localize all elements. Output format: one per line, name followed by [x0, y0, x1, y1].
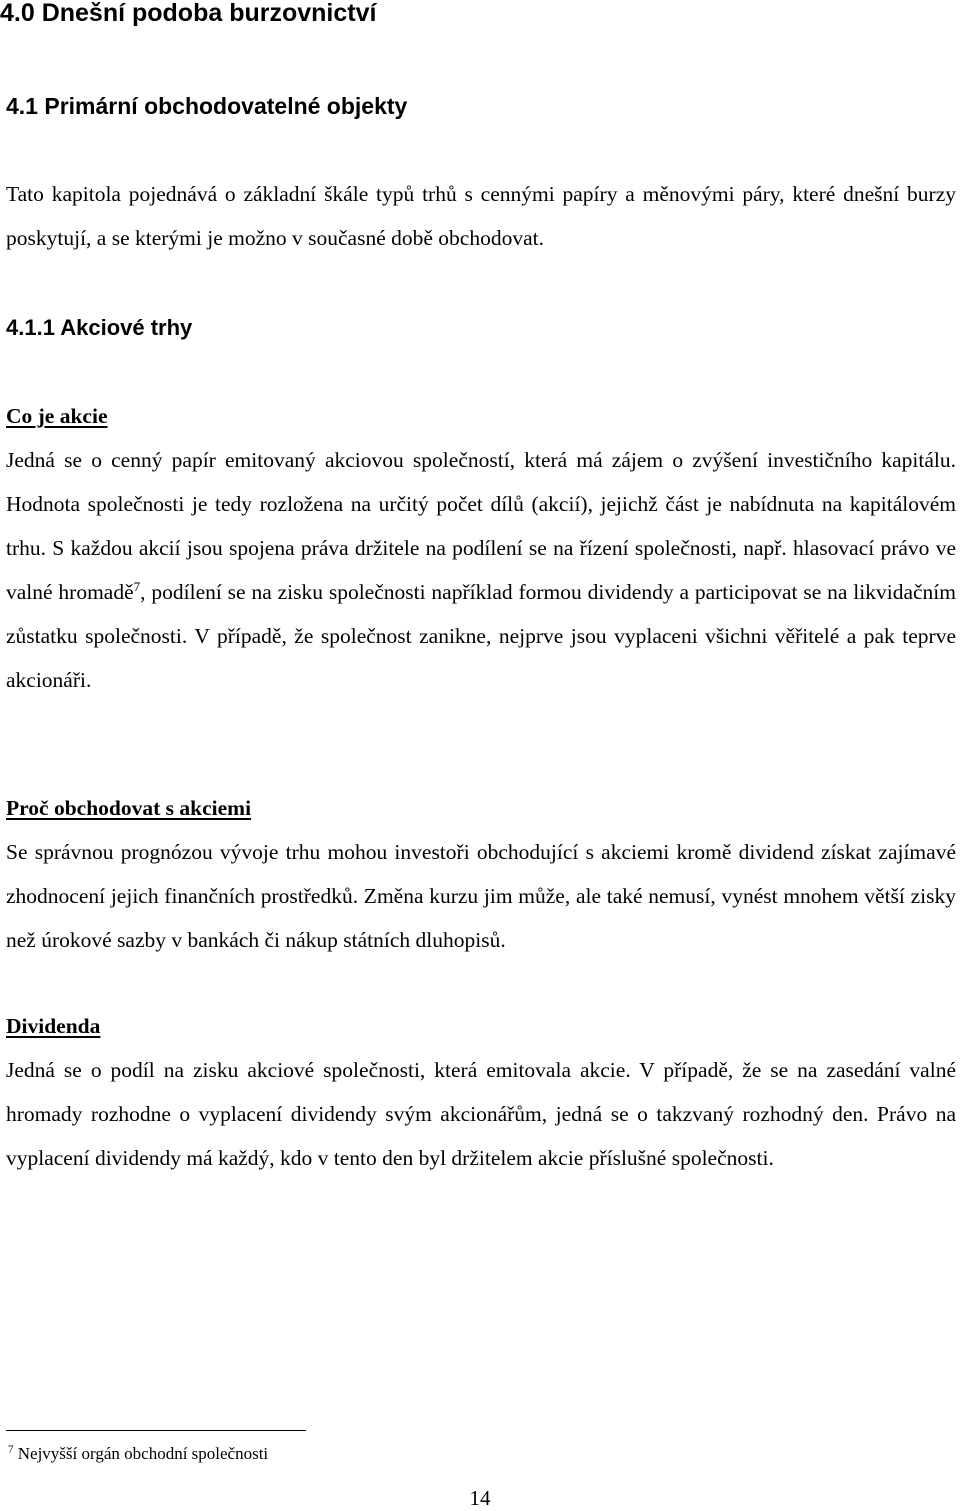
- proc-obchodovat-paragraph: Se správnou prognózou vývoje trhu mohou investoři obchodující s akciemi kromě dividend získat zajímavé zhodnocení jejich finančních prostředků. Změna kurzu jim může, ale také nemusí, vynést mnohem větší zisky než úrokové sazby v bankách či nákup státních dluhopisů.: [6, 840, 956, 952]
- intro-paragraph: Tato kapitola pojednává o základní škále typů trhů s cennými papíry a měnovými páry, které dnešní burzy poskytují, a se kterými je možno v současné době obchodovat.: [6, 182, 956, 250]
- footnote-text: Nejvyšší orgán obchodní společnosti: [17, 1444, 269, 1463]
- section-heading: 4.1 Primární obchodovatelné objekty: [6, 93, 408, 119]
- page-number: 14: [469, 1486, 491, 1510]
- co-je-akcie-paragraph: [6, 438, 956, 702]
- footnote: [8, 1442, 268, 1466]
- co-je-akcie-heading: Co je akcie: [6, 404, 108, 428]
- proc-obchodovat-heading: Proč obchodovat s akciemi: [6, 796, 252, 820]
- footnote-separator: [6, 1430, 306, 1431]
- dividenda-heading: Dividenda: [6, 1014, 101, 1038]
- footnote-number: 7: [8, 1443, 14, 1456]
- footnote-reference[interactable]: 7: [133, 578, 141, 594]
- co-je-akcie-text-1: Jedná se o cenný papír emitovaný akciovou společností, která má zájem o zvýšení investičního kapitálu. Hodnota společnosti je tedy rozložena na určitý počet dílů (akcií), jejichž část je nabídnuta na kapitálovém trhu. S každou akcií jsou spojena práva držitele na podílení se na řízení společnosti, např. hlasovací právo ve valné hromadě: [6, 448, 956, 604]
- co-je-akcie-text-2: , podílení se na zisku společnosti například formou dividendy a participovat se na likvidačním zůstatku společnosti. V případě, že společnost zanikne, nejprve jsou vyplaceni všichni věřitelé a pak teprve akcionáři.: [6, 580, 956, 692]
- dividenda-paragraph: Jedná se o podíl na zisku akciové společnosti, která emitovala akcie. V případě, že se na zasedání valné hromady rozhodne o vyplacení dividendy svým akcionářům, jedná se o takzvaný rozhodný den. Právo na vyplacení dividendy má každý, kdo v tento den byl držitelem akcie příslušné společnosti.: [6, 1058, 956, 1170]
- subsection-heading: 4.1.1 Akciové trhy: [6, 315, 193, 340]
- chapter-heading: 4.0 Dnešní podoba burzovnictví: [0, 0, 377, 27]
